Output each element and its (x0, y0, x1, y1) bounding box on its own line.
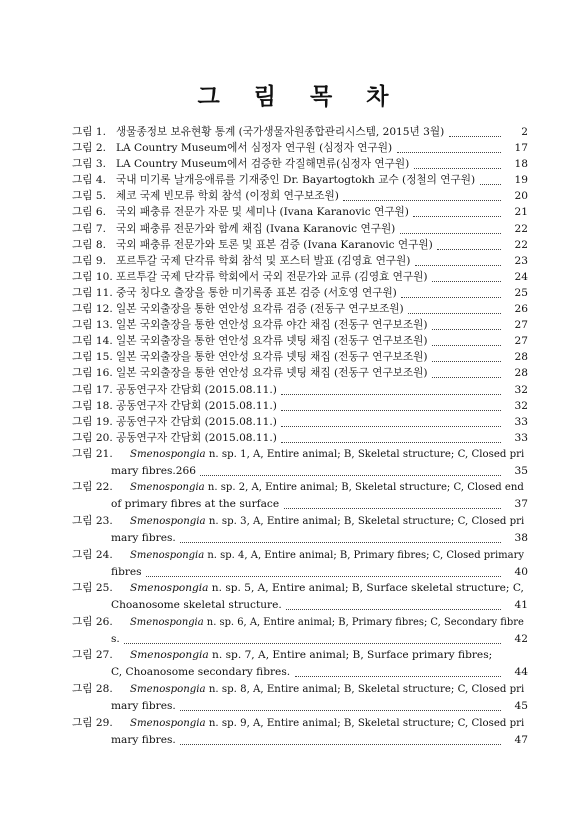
leader-dots (400, 217, 501, 234)
figure-label: 그림 7. (72, 222, 106, 235)
page-number: 22 (514, 238, 528, 251)
page-number: 40 (514, 565, 528, 578)
leader-dots (200, 459, 501, 476)
page-number: 37 (514, 498, 528, 511)
figure-caption-continued: mary fibres. (111, 532, 176, 545)
figure-label: 그림 10. (72, 270, 113, 283)
figure-label: 그림 27. (72, 649, 113, 662)
leader-dots (480, 168, 501, 185)
figure-caption: n. sp. 3, A, Entire animal; B, Skeletal structure; C, Closed pri (205, 515, 525, 528)
figure-label: 그림 4. (72, 174, 106, 187)
list-item[interactable] (0, 446, 587, 480)
figure-label: 그림 11. (72, 286, 113, 299)
figure-label: 그림 25. (72, 582, 113, 595)
figure-caption: 포르투갈 국제 단각류 학회 참석 및 포스터 발표 (김영효 연구원) (116, 254, 411, 267)
list-item[interactable] (0, 681, 587, 715)
genus-name: Smenospongia (130, 481, 205, 494)
page-number: 28 (514, 367, 528, 380)
figure-label: 그림 29. (72, 716, 113, 729)
page-number: 26 (514, 303, 528, 316)
leader-dots (437, 233, 501, 250)
page-number: 28 (514, 351, 528, 364)
page-number: 44 (514, 666, 528, 679)
figure-caption: 일본 국외출장을 통한 연안성 요각류 야간 채집 (전동구 연구보조원) (116, 319, 428, 332)
leader-dots (432, 329, 501, 346)
figure-label: 그림 20. (72, 431, 113, 444)
leader-dots (286, 593, 501, 610)
leader-dots (343, 184, 501, 201)
leader-dots (415, 249, 501, 266)
figure-caption-continued: Choanosome skeletal structure. (111, 599, 282, 612)
leader-dots (432, 345, 501, 362)
figure-caption: 일본 국외출장을 통한 연안성 요각류 검증 (전동구 연구보조원) (116, 303, 404, 316)
leader-dots (146, 560, 501, 577)
leader-dots (432, 313, 501, 330)
genus-name: Smenospongia (130, 716, 206, 729)
figure-caption: 체코 국제 빈모류 학회 참석 (이정희 연구보조원) (116, 190, 339, 203)
figure-label: 그림 5. (72, 190, 106, 203)
leader-dots (408, 297, 501, 314)
leader-dots (284, 492, 501, 509)
figure-caption: 국외 패충류 전문가와 토론 및 표본 검증 (Ivana Karanovic 연구원) (116, 238, 433, 251)
genus-name: Smenospongia (130, 447, 206, 460)
page-number: 33 (514, 415, 528, 428)
figure-label: 그림 9. (72, 254, 106, 267)
page-number: 38 (514, 532, 528, 545)
figure-label: 그림 28. (72, 683, 113, 696)
figure-caption: 공동연구자 간담회 (2015.08.11.) (116, 399, 277, 412)
leader-dots (401, 281, 501, 298)
genus-name: Smenospongia (130, 548, 205, 561)
figure-label: 그림 12. (72, 303, 113, 316)
figure-caption: 공동연구자 간담회 (2015.08.11.) (116, 431, 277, 444)
genus-name: Smenospongia (130, 683, 206, 696)
leader-dots (397, 136, 501, 153)
leader-dots (281, 378, 501, 395)
figure-caption-continued: of primary fibres at the surface (111, 498, 280, 511)
leader-dots (432, 361, 501, 378)
figure-label: 그림 15. (72, 351, 113, 364)
figure-label: 그림 3. (72, 158, 106, 171)
figure-label: 그림 22. (72, 481, 113, 494)
figure-caption: 일본 국외출장을 통한 연안성 요각류 넷팅 채집 (전동구 연구보조원) (116, 351, 428, 364)
figure-caption: 공동연구자 간담회 (2015.08.11.) (116, 415, 277, 428)
page-number: 32 (514, 399, 528, 412)
figure-label: 그림 24. (72, 548, 113, 561)
page-number: 22 (514, 222, 528, 235)
list-item[interactable] (0, 715, 587, 749)
figure-label: 그림 1. (72, 126, 106, 138)
list-item[interactable] (0, 647, 587, 681)
page-number: 35 (514, 464, 528, 477)
figure-caption: LA Country Museum에서 심정자 연구원 (심정자 연구원) (116, 142, 393, 155)
figure-caption-continued: fibres (111, 565, 142, 578)
list-item[interactable] (0, 614, 587, 648)
page-number: 27 (514, 319, 528, 332)
list-item[interactable] (0, 547, 587, 581)
figure-caption: n. sp. 9, A, Entire animal; B, Skeletal structure; C, Closed pri (205, 716, 525, 729)
page-number: 2 (521, 126, 528, 138)
figure-caption: 일본 국외출장을 통한 연안성 요각류 넷팅 채집 (전동구 연구보조원) (116, 367, 428, 380)
page-number: 18 (514, 158, 528, 171)
figure-list (0, 124, 587, 748)
figure-caption: n. sp. 2, A, Entire animal; B, Skeletal structure; C, Closed end (204, 481, 524, 494)
figure-caption: n. sp. 1, A, Entire animal; B, Skeletal structure; C, Closed pri (205, 447, 525, 460)
genus-name: Smenospongia (130, 649, 209, 662)
figure-caption-continued: mary fibres. (111, 700, 176, 713)
figure-caption: 국외 패충류 전문가 자문 및 세미나 (Ivana Karanovic 연구원) (116, 206, 409, 219)
leader-dots (281, 394, 501, 411)
page-number: 42 (514, 632, 528, 645)
figure-caption: n. sp. 4, A, Entire animal; B, Primary fibres; C, Closed primary (204, 548, 524, 561)
leader-dots (281, 410, 501, 427)
figure-caption: 국내 미기록 날개응애류를 기재중인 Dr. Bayartogtokh 교수 (정철의 연구원) (116, 174, 476, 187)
page-number: 19 (514, 174, 528, 187)
figure-caption-continued: mary fibres. (111, 733, 176, 746)
figure-caption-continued: C, Choanosome secondary fibres. (111, 666, 291, 679)
leader-dots (432, 265, 501, 282)
figure-caption: 일본 국외출장을 통한 연안성 요각류 넷팅 채집 (전동구 연구보조원) (116, 335, 428, 348)
page-number: 32 (514, 383, 528, 396)
figure-label: 그림 13. (72, 319, 113, 332)
figure-label: 그림 8. (72, 238, 106, 251)
figure-label: 그림 14. (72, 335, 113, 348)
leader-dots (295, 660, 501, 677)
figure-caption: n. sp. 6, A, Entire animal; B, Primary fibres; C, Secondary fibre (203, 615, 524, 628)
list-item[interactable] (0, 479, 587, 513)
genus-name: Smenospongia (130, 615, 204, 628)
list-item[interactable] (0, 430, 587, 446)
figure-caption-continued: mary fibres.266 (111, 464, 196, 477)
page-number: 41 (514, 599, 528, 612)
page-number: 33 (514, 431, 528, 444)
figure-label: 그림 23. (72, 515, 113, 528)
leader-dots (414, 152, 501, 169)
leader-dots (180, 526, 501, 543)
figure-caption: n. sp. 5, A, Entire animal; B, Surface skeletal structure; C, (208, 582, 524, 595)
genus-name: Smenospongia (130, 515, 206, 528)
leader-dots (180, 728, 501, 745)
figure-caption: 공동연구자 간담회 (2015.08.11.) (116, 383, 277, 396)
figure-caption: 생물종정보 보유현황 통계 (국가생물자원종합관리시스템, 2015년 3월) (116, 126, 445, 138)
page-number: 25 (514, 286, 528, 299)
figure-caption: n. sp. 7, A, Entire animal; B, Surface primary fibres; (208, 649, 493, 662)
figure-label: 그림 17. (72, 383, 113, 396)
figure-caption: 포르투갈 국제 단각류 학회에서 국외 전문가와 교류 (김영효 연구원) (116, 270, 428, 283)
leader-dots (180, 694, 501, 711)
leader-dots (124, 627, 501, 644)
figure-caption-continued: s. (111, 632, 120, 645)
figure-label: 그림 21. (72, 447, 113, 460)
figure-label: 그림 26. (72, 615, 113, 628)
page-number: 47 (514, 733, 528, 746)
genus-name: Smenospongia (130, 582, 209, 595)
page-number: 17 (514, 142, 528, 155)
figure-caption: LA Country Museum에서 검증한 각질해면류(심정자 연구원) (116, 158, 410, 171)
leader-dots (281, 426, 501, 443)
page-number: 23 (514, 254, 528, 267)
page-number: 27 (514, 335, 528, 348)
figure-label: 그림 6. (72, 206, 106, 219)
figure-label: 그림 16. (72, 367, 113, 380)
page-title: 그 림 목 차 (197, 83, 402, 110)
leader-dots (413, 200, 501, 217)
leader-dots (449, 120, 501, 137)
figure-label: 그림 19. (72, 415, 113, 428)
list-item[interactable] (0, 513, 587, 547)
figure-label: 그림 18. (72, 399, 113, 412)
list-item[interactable] (0, 580, 587, 614)
page-number: 20 (514, 190, 528, 203)
figure-caption: 중국 칭다오 출장을 통한 미기록종 표본 검증 (서호영 연구원) (116, 286, 397, 299)
page-number: 24 (514, 270, 528, 283)
page-number: 45 (514, 700, 528, 713)
figure-label: 그림 2. (72, 142, 106, 155)
figure-caption: 국외 패충류 전문가와 함께 채집 (Ivana Karanovic 연구원) (116, 222, 396, 235)
figure-caption: n. sp. 8, A, Entire animal; B, Skeletal structure; C, Closed pri (205, 683, 525, 696)
page-number: 21 (514, 206, 528, 219)
